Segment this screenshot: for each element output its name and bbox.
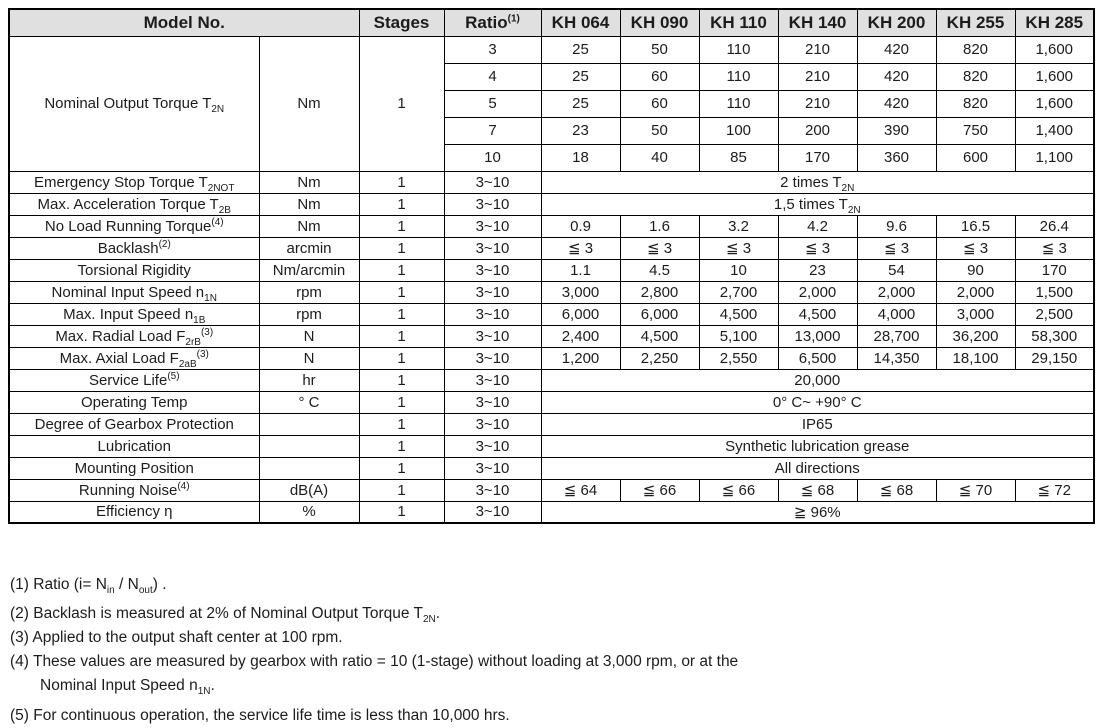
header-kh-255: KH 255 — [936, 9, 1015, 36]
value-cell: 110 — [699, 36, 778, 63]
row-label — [9, 303, 259, 325]
span-value-text: 0° C~ +90° C — [772, 393, 862, 411]
unit-cell: rpm — [259, 303, 359, 325]
label-text: Nominal Input Speed n — [51, 283, 205, 301]
value-cell: 14,350 — [857, 347, 936, 369]
label-text: Operating Temp — [81, 393, 188, 411]
span-value-cell — [541, 501, 1094, 523]
value-cell: 4,500 — [699, 303, 778, 325]
header-ratio — [444, 9, 541, 36]
row-label — [9, 281, 259, 303]
footnote-4-continued — [10, 674, 738, 698]
value-cell: 2,550 — [699, 347, 778, 369]
label-subscript: 2rB — [185, 336, 201, 347]
ratio-cell: 7 — [444, 117, 541, 144]
unit-cell: hr — [259, 369, 359, 391]
header-kh-285: KH 285 — [1015, 9, 1094, 36]
value-cell: 210 — [778, 90, 857, 117]
label-text: Torsional Rigidity — [77, 261, 191, 279]
value-cell: 170 — [1015, 259, 1094, 281]
unit-cell — [259, 435, 359, 457]
label-subscript: 2aB — [178, 358, 197, 369]
unit-cell: Nm — [259, 36, 359, 171]
label-text: Lubrication — [97, 437, 171, 455]
span-value-text: 20,000 — [794, 371, 841, 389]
label-text: Max. Input Speed n — [63, 305, 194, 323]
unit-cell: N — [259, 325, 359, 347]
footnote-text: (5) For continuous operation, the service life time is less than 10,000 hrs. — [10, 707, 510, 724]
unit-cell: Nm — [259, 171, 359, 193]
value-cell: 1,600 — [1015, 63, 1094, 90]
span-value-subscript: 2N — [841, 182, 855, 193]
value-cell: 16.5 — [936, 215, 1015, 237]
footnote-text: (2) Backlash is measured at 2% of Nominal Output Torque T — [10, 605, 423, 622]
span-value-subscript: 2N — [847, 204, 861, 215]
value-cell: 100 — [699, 117, 778, 144]
unit-cell: rpm — [259, 281, 359, 303]
label-text: Running Noise — [78, 481, 178, 499]
unit-cell: dB(A) — [259, 479, 359, 501]
row-max-input-speed — [9, 303, 1094, 325]
row-running-noise — [9, 479, 1094, 501]
row-max-radial-load — [9, 325, 1094, 347]
value-cell: 25 — [541, 90, 620, 117]
value-cell: 2,700 — [699, 281, 778, 303]
row-label-nominal-output-torque — [9, 36, 259, 171]
span-value-text: IP65 — [801, 415, 833, 433]
header-kh-140: KH 140 — [778, 9, 857, 36]
value-cell: 1,500 — [1015, 281, 1094, 303]
value-cell: 1,100 — [1015, 144, 1094, 171]
unit-cell — [259, 413, 359, 435]
value-cell: 4,000 — [857, 303, 936, 325]
stages-cell: 1 — [359, 479, 444, 501]
footnote-text: (1) Ratio (i= N — [10, 576, 107, 593]
label-footnote-marker: (3) — [200, 326, 214, 338]
value-cell: 0.9 — [541, 215, 620, 237]
header-kh-064: KH 064 — [541, 9, 620, 36]
row-label — [9, 413, 259, 435]
ratio-cell: 3~10 — [444, 259, 541, 281]
stages-cell: 1 — [359, 435, 444, 457]
value-cell: 210 — [778, 36, 857, 63]
value-cell: ≦ 3 — [699, 237, 778, 259]
stages-cell: 1 — [359, 369, 444, 391]
value-cell: ≦ 68 — [778, 479, 857, 501]
value-cell: ≦ 66 — [620, 479, 699, 501]
value-cell: 60 — [620, 90, 699, 117]
row-max-acceleration-torque — [9, 193, 1094, 215]
stages-cell: 1 — [359, 193, 444, 215]
row-mounting-position — [9, 457, 1094, 479]
footnote-subscript: 1N — [197, 686, 211, 698]
row-label — [9, 237, 259, 259]
value-cell: 28,700 — [857, 325, 936, 347]
row-efficiency — [9, 501, 1094, 523]
footnote-3 — [10, 626, 738, 650]
ratio-cell: 3~10 — [444, 171, 541, 193]
label-text: Efficiency η — [96, 503, 173, 521]
label-footnote-marker: (4) — [177, 480, 190, 492]
footnote-2 — [10, 602, 738, 626]
value-cell: 2,000 — [778, 281, 857, 303]
value-cell: ≦ 3 — [778, 237, 857, 259]
value-cell: 1,600 — [1015, 90, 1094, 117]
footnote-4 — [10, 650, 738, 674]
value-cell: ≦ 70 — [936, 479, 1015, 501]
label-footnote-marker: (4) — [211, 216, 224, 228]
value-cell: 1.1 — [541, 259, 620, 281]
label-footnote-marker: (2) — [158, 238, 171, 250]
header-kh-200: KH 200 — [857, 9, 936, 36]
value-cell: 110 — [699, 63, 778, 90]
row-label — [9, 347, 259, 369]
stages-cell: 1 — [359, 171, 444, 193]
ratio-cell: 3~10 — [444, 391, 541, 413]
value-cell: 4,500 — [620, 325, 699, 347]
unit-cell: arcmin — [259, 237, 359, 259]
footnote-text: . — [435, 605, 441, 622]
row-label — [9, 435, 259, 457]
value-cell: 420 — [857, 36, 936, 63]
label-subscript: 2NOT — [207, 182, 235, 193]
value-cell: 23 — [541, 117, 620, 144]
value-cell: 2,800 — [620, 281, 699, 303]
value-cell: ≦ 64 — [541, 479, 620, 501]
header-ratio-footnote-marker: (1) — [507, 13, 520, 25]
ratio-cell: 5 — [444, 90, 541, 117]
span-value-text: Synthetic lubrication grease — [725, 437, 910, 455]
value-cell: 600 — [936, 144, 1015, 171]
row-operating-temp — [9, 391, 1094, 413]
stages-cell: 1 — [359, 391, 444, 413]
torque-row-ratio-3 — [9, 36, 1094, 63]
label-subscript: 2N — [211, 104, 225, 115]
label-subscript: 1B — [193, 314, 206, 325]
span-value-cell — [541, 457, 1094, 479]
footnote-subscript: in — [106, 585, 115, 597]
unit-cell — [259, 457, 359, 479]
ratio-cell: 3~10 — [444, 303, 541, 325]
span-value-text: 1,5 times T — [773, 195, 848, 213]
label-text: Emergency Stop Torque T — [34, 173, 208, 191]
value-cell: ≦ 3 — [936, 237, 1015, 259]
value-cell: 26.4 — [1015, 215, 1094, 237]
header-kh-090: KH 090 — [620, 9, 699, 36]
label-text: Max. Axial Load F — [59, 349, 179, 367]
footnotes — [10, 573, 738, 728]
value-cell: ≦ 3 — [620, 237, 699, 259]
value-cell: 25 — [541, 36, 620, 63]
span-value-cell — [541, 435, 1094, 457]
label-text: Nominal Output Torque T — [44, 95, 212, 112]
stages-cell: 1 — [359, 259, 444, 281]
row-label — [9, 325, 259, 347]
header-stages: Stages — [359, 9, 444, 36]
value-cell: 23 — [778, 259, 857, 281]
row-label — [9, 171, 259, 193]
stages-cell: 1 — [359, 501, 444, 523]
header-ratio-text: Ratio — [465, 12, 508, 32]
value-cell: 110 — [699, 90, 778, 117]
ratio-cell: 3~10 — [444, 457, 541, 479]
span-value-cell — [541, 369, 1094, 391]
value-cell: 13,000 — [778, 325, 857, 347]
header-kh-110: KH 110 — [699, 9, 778, 36]
datasheet-page — [0, 8, 1119, 724]
label-subscript: 2B — [218, 204, 231, 215]
value-cell: ≦ 3 — [857, 237, 936, 259]
unit-cell: Nm — [259, 193, 359, 215]
ratio-cell: 3~10 — [444, 215, 541, 237]
span-value-text: 2 times T — [780, 173, 842, 191]
spec-table — [8, 8, 1095, 524]
ratio-cell: 3~10 — [444, 347, 541, 369]
stages-cell: 1 — [359, 281, 444, 303]
row-lubrication — [9, 435, 1094, 457]
value-cell: 1,600 — [1015, 36, 1094, 63]
value-cell: 58,300 — [1015, 325, 1094, 347]
footnote-subscript: out — [138, 585, 153, 597]
row-label — [9, 501, 259, 523]
unit-cell: ° C — [259, 391, 359, 413]
value-cell: 50 — [620, 117, 699, 144]
span-value-cell — [541, 171, 1094, 193]
value-cell: 420 — [857, 63, 936, 90]
value-cell: 2,250 — [620, 347, 699, 369]
row-label — [9, 369, 259, 391]
header-model-no: Model No. — [9, 9, 359, 36]
label-footnote-marker: (5) — [167, 370, 180, 382]
row-gearbox-protection — [9, 413, 1094, 435]
footnote-text: . — [210, 677, 215, 694]
ratio-cell: 3~10 — [444, 479, 541, 501]
ratio-cell: 3~10 — [444, 193, 541, 215]
value-cell: 170 — [778, 144, 857, 171]
value-cell: ≦ 3 — [1015, 237, 1094, 259]
ratio-cell: 3~10 — [444, 281, 541, 303]
value-cell: 90 — [936, 259, 1015, 281]
footnote-text: Nominal Input Speed n — [40, 677, 198, 694]
ratio-cell: 3~10 — [444, 325, 541, 347]
row-label — [9, 479, 259, 501]
footnote-text: (4) These values are measured by gearbox with ratio = 10 (1-stage) without loading at 3,000 rpm, or at the — [10, 653, 739, 670]
unit-cell: Nm — [259, 215, 359, 237]
row-emergency-stop-torque — [9, 171, 1094, 193]
value-cell: 750 — [936, 117, 1015, 144]
value-cell: 29,150 — [1015, 347, 1094, 369]
label-subscript: 1N — [204, 292, 217, 303]
value-cell: 25 — [541, 63, 620, 90]
value-cell: 50 — [620, 36, 699, 63]
value-cell: 5,100 — [699, 325, 778, 347]
value-cell: 9.6 — [857, 215, 936, 237]
stages-cell: 1 — [359, 36, 444, 171]
row-label — [9, 259, 259, 281]
value-cell: 18,100 — [936, 347, 1015, 369]
label-text: No Load Running Torque — [44, 217, 212, 235]
row-label — [9, 391, 259, 413]
stages-cell: 1 — [359, 215, 444, 237]
row-max-axial-load — [9, 347, 1094, 369]
span-value-text: ≧ 96% — [793, 503, 841, 521]
stages-cell: 1 — [359, 303, 444, 325]
span-value-cell — [541, 391, 1094, 413]
unit-cell: Nm/arcmin — [259, 259, 359, 281]
value-cell: 3,000 — [541, 281, 620, 303]
stages-cell: 1 — [359, 347, 444, 369]
stages-cell: 1 — [359, 237, 444, 259]
footnote-subscript: 2N — [422, 614, 436, 626]
row-backlash — [9, 237, 1094, 259]
footnote-text: (3) Applied to the output shaft center at 100 rpm. — [10, 629, 343, 646]
value-cell: 4.5 — [620, 259, 699, 281]
value-cell: 10 — [699, 259, 778, 281]
value-cell: 1,200 — [541, 347, 620, 369]
value-cell: 85 — [699, 144, 778, 171]
value-cell: 820 — [936, 36, 1015, 63]
footnote-5 — [10, 704, 738, 728]
span-value-cell — [541, 193, 1094, 215]
value-cell: 6,500 — [778, 347, 857, 369]
label-footnote-marker: (3) — [196, 348, 209, 360]
value-cell: 6,000 — [620, 303, 699, 325]
value-cell: 2,000 — [857, 281, 936, 303]
value-cell: 54 — [857, 259, 936, 281]
ratio-cell: 3~10 — [444, 435, 541, 457]
ratio-cell: 3~10 — [444, 501, 541, 523]
value-cell: 36,200 — [936, 325, 1015, 347]
ratio-cell: 3~10 — [444, 369, 541, 391]
value-cell: 2,000 — [936, 281, 1015, 303]
row-no-load-running-torque — [9, 215, 1094, 237]
value-cell: 60 — [620, 63, 699, 90]
value-cell: 420 — [857, 90, 936, 117]
ratio-cell: 10 — [444, 144, 541, 171]
footnote-1 — [10, 573, 738, 597]
label-text: Mounting Position — [74, 459, 194, 477]
value-cell: ≦ 3 — [541, 237, 620, 259]
row-torsional-rigidity — [9, 259, 1094, 281]
value-cell: 4.2 — [778, 215, 857, 237]
ratio-cell: 3 — [444, 36, 541, 63]
value-cell: 3.2 — [699, 215, 778, 237]
value-cell: 820 — [936, 90, 1015, 117]
label-text: Service Life — [88, 371, 168, 389]
value-cell: 18 — [541, 144, 620, 171]
label-text: Max. Acceleration Torque T — [37, 195, 219, 213]
value-cell: 40 — [620, 144, 699, 171]
ratio-cell: 3~10 — [444, 413, 541, 435]
value-cell: 1.6 — [620, 215, 699, 237]
stages-cell: 1 — [359, 325, 444, 347]
label-text: Max. Radial Load F — [55, 327, 186, 345]
value-cell: 390 — [857, 117, 936, 144]
value-cell: 200 — [778, 117, 857, 144]
footnote-text: ) . — [152, 576, 167, 593]
value-cell: ≦ 68 — [857, 479, 936, 501]
value-cell: 2,500 — [1015, 303, 1094, 325]
ratio-cell: 4 — [444, 63, 541, 90]
row-label — [9, 457, 259, 479]
value-cell: 820 — [936, 63, 1015, 90]
header-row — [9, 9, 1094, 36]
value-cell: 210 — [778, 63, 857, 90]
value-cell: 4,500 — [778, 303, 857, 325]
ratio-cell: 3~10 — [444, 237, 541, 259]
span-value-cell — [541, 413, 1094, 435]
value-cell: 1,400 — [1015, 117, 1094, 144]
value-cell: 3,000 — [936, 303, 1015, 325]
row-service-life — [9, 369, 1094, 391]
row-nominal-input-speed — [9, 281, 1094, 303]
unit-cell: N — [259, 347, 359, 369]
stages-cell: 1 — [359, 413, 444, 435]
footnote-text: / N — [114, 576, 139, 593]
unit-cell: % — [259, 501, 359, 523]
value-cell: 360 — [857, 144, 936, 171]
span-value-text: All directions — [774, 459, 860, 477]
row-label — [9, 193, 259, 215]
value-cell: ≦ 66 — [699, 479, 778, 501]
label-text: Backlash — [97, 239, 159, 257]
value-cell: ≦ 72 — [1015, 479, 1094, 501]
label-text: Degree of Gearbox Protection — [34, 415, 234, 433]
value-cell: 2,400 — [541, 325, 620, 347]
row-label — [9, 215, 259, 237]
value-cell: 6,000 — [541, 303, 620, 325]
stages-cell: 1 — [359, 457, 444, 479]
